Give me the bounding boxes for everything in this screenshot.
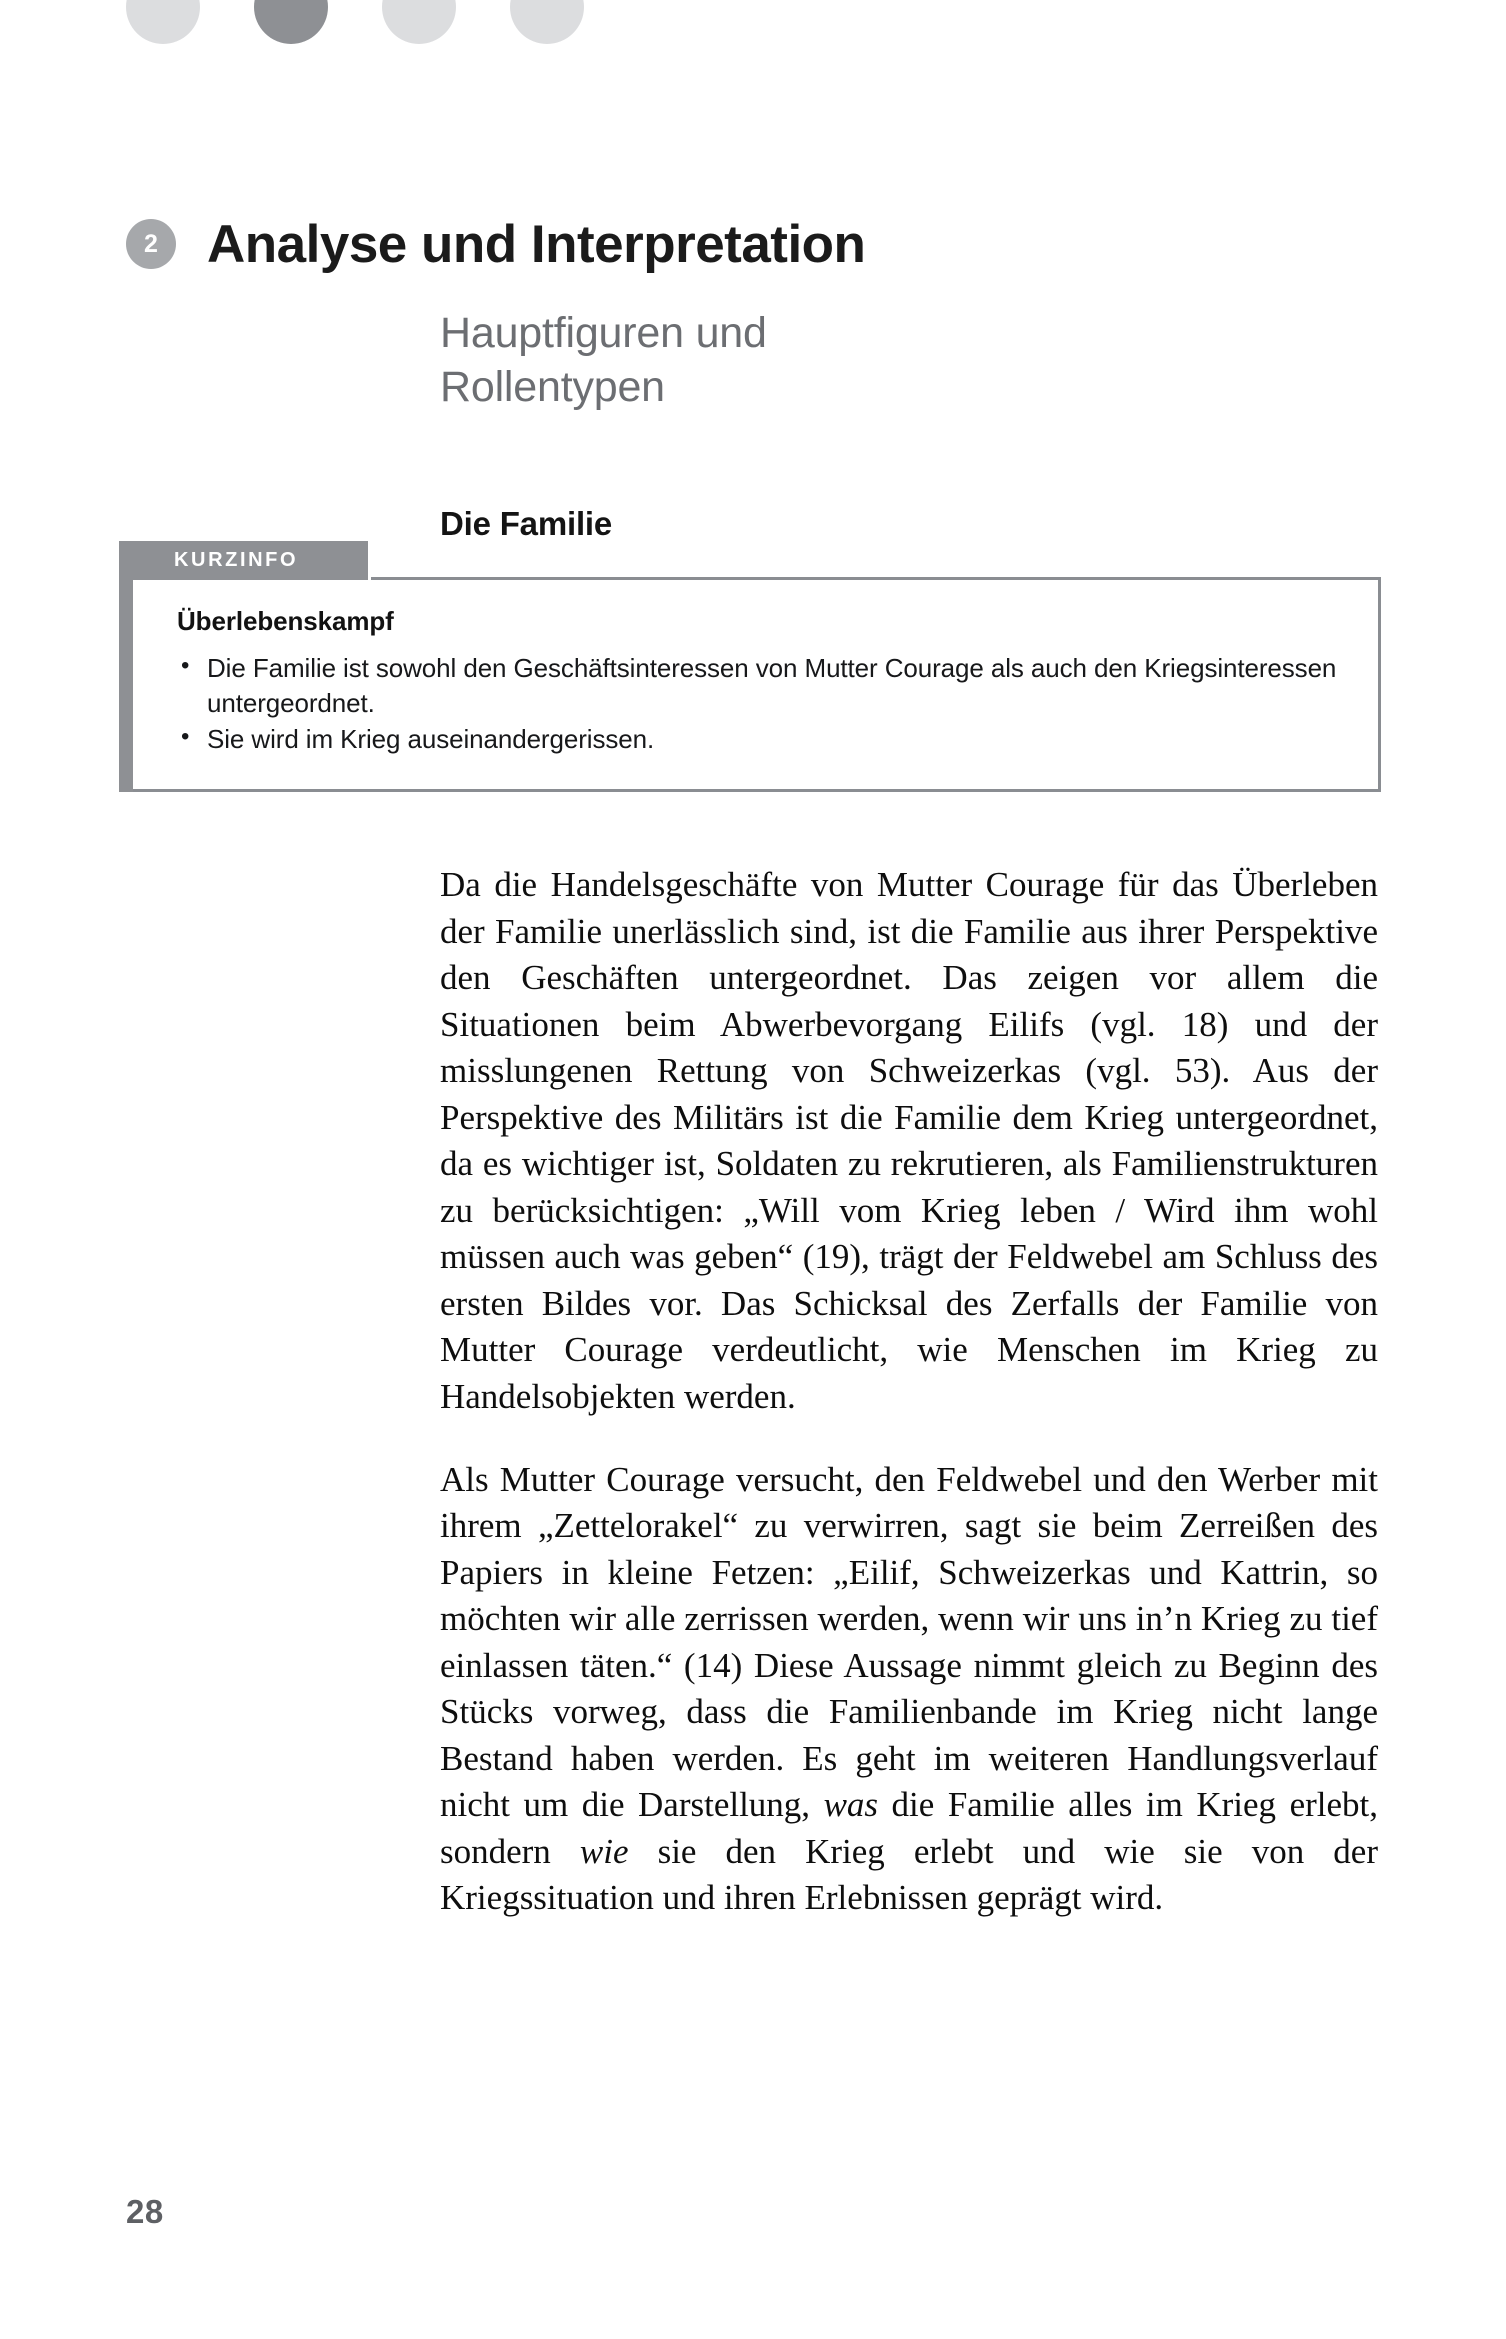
chapter-dot-2	[254, 0, 328, 44]
body-paragraph-2-text-b: die Familie alles im Krieg erlebt, sondern	[440, 1785, 1378, 1871]
chapter-subtitle-line-2: Rollentypen	[440, 362, 665, 411]
page-number: 28	[126, 2193, 164, 2230]
kurzinfo-title: Überlebenskampf	[177, 606, 394, 636]
body-paragraph-1	[440, 862, 1378, 1421]
body-emphasis-wie: wie	[579, 1831, 629, 1871]
chapter-subtitle	[440, 307, 767, 415]
list-item: • Sie wird im Krieg auseinandergerissen.	[177, 722, 1338, 757]
chapter-subtitle-line-1: Hauptfiguren und	[440, 309, 767, 357]
section-heading: Die Familie	[440, 505, 613, 543]
body-paragraph-2-text-c: sie den Krieg erlebt und wie sie von der Kriegssituation und ihren Erlebnissen geprägt wird.	[440, 1831, 1378, 1918]
kurzinfo-body	[119, 580, 1381, 792]
page-title: Analyse und Interpretation	[207, 214, 866, 274]
list-item: • Die Familie ist sowohl den Geschäftsinteressen von Mutter Courage als auch den Kriegsinteressen untergeordnet.	[177, 651, 1338, 720]
chapter-header	[126, 182, 865, 306]
kurzinfo-box	[119, 541, 1381, 792]
body-emphasis-was: was	[823, 1785, 879, 1825]
body-paragraph-1-text: Da die Handelsgeschäfte von Mutter Courage für das Überleben der Familie unerlässlich sind, ist die Familie aus ihrer Perspektive den Geschäften untergeordnet. Das zeigen vor allem die Situationen beim Abwerbevorgang Eilifs (vgl. 18) und der misslungenen Rettung von Schweizerkas (vgl. 53). Aus der Perspektive des Militärs ist die Familie dem Krieg untergeordnet, da es wichtiger ist, Soldaten zu rekrutieren, als Familienstrukturen zu berücksichtigen: „Will vom Krieg leben / Wird ihm wohl müssen auch was geben“ (19), trägt der Feldwebel am Schluss des ersten Bildes vor. Das Schicksal des Zerfalls der Familie von Mutter Courage verdeutlicht, wie Menschen im Krieg zu Handelsobjekten werden.	[440, 865, 1378, 1417]
kurzinfo-bullet-list	[177, 651, 1338, 757]
chapter-dot-1	[126, 0, 200, 44]
chapter-dot-4	[510, 0, 584, 44]
body-paragraph-2	[440, 1457, 1378, 1922]
chapter-progress-dots	[126, 0, 584, 44]
chapter-number-badge: 2	[126, 219, 176, 269]
body-paragraph-2-text-a: Als Mutter Courage versucht, den Feldwebel und den Werber mit ihrem „Zettelorakel“ zu verwirren, sagt sie beim Zerreißen des Papiers in kleine Fetzen: „Eilif, Schweizerkas und Kattrin, so möchten wir alle zerrissen werden, wenn wir uns in’n Krieg zu tief einlassen täten.“ (14) Diese Aussage nimmt gleich zu Beginn des Stücks vorweg, dass die Familienbande im Krieg nicht lange Bestand haben werden. Es geht im weiteren Handlungsverlauf nicht um die Darstellung,	[440, 1459, 1378, 1825]
body-text-column	[440, 862, 1378, 1922]
kurzinfo-tab-label: KURZINFO	[119, 541, 368, 580]
chapter-dot-3	[382, 0, 456, 44]
